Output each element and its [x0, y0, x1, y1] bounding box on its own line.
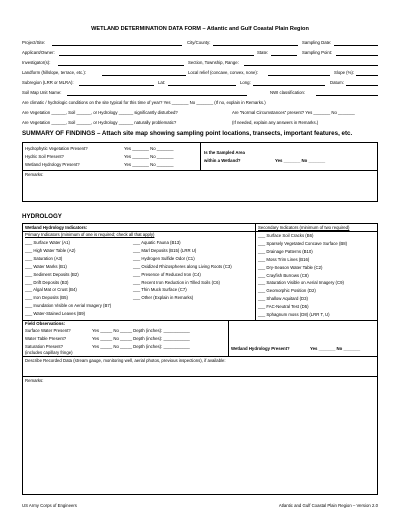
disturbed-question: Are Vegetation ______, Soil ______, or Hydrology ______ significantly disturbed?: [22, 110, 178, 115]
secondary-item[interactable]: ___ FAC-Neutral Test (D5): [258, 304, 309, 310]
primary-right-item[interactable]: ___ Hydrogen Sulfide Odor (C1): [133, 255, 195, 261]
state-label: State:: [257, 50, 269, 55]
hydrology-remarks-label: Remarks:: [25, 378, 44, 383]
applicant-owner-field[interactable]: [59, 55, 254, 56]
applicant-owner-label: Applicant/Owner:: [22, 50, 55, 55]
secondary-item[interactable]: ___ Sparsely Vegetated Concave Surface (B8): [258, 240, 348, 246]
describe-recorded-data: Describe Recorded Data (stream gauge, monitoring well, aerial photos, previous inspections), if available:: [25, 358, 226, 363]
section-township-range-label: Section, Township, Range:: [188, 60, 239, 65]
sampling-point-field[interactable]: [336, 55, 378, 56]
remarks-rule: [22, 376, 378, 377]
primary-left-item[interactable]: ___ Saturation (A3): [25, 255, 63, 261]
secondary-item[interactable]: ___ Shallow Aquitard (D3): [258, 296, 308, 302]
surface-water-yn[interactable]: Yes _____ No _____ Depth (inches): ___________: [92, 328, 190, 333]
primary-left-item[interactable]: ___ Algal Mat or Crust (B4): [25, 287, 77, 293]
secondary-item[interactable]: ___ Drainage Patterns (B10): [258, 248, 313, 254]
primary-right-item[interactable]: ___ Thin Muck Surface (C7): [133, 287, 187, 293]
section-township-range-field[interactable]: [244, 65, 378, 66]
local-relief-label: Local relief (concave, convex, none):: [188, 70, 258, 75]
city-county-field[interactable]: [213, 45, 298, 46]
secondary-item[interactable]: ___ Saturation Visible on Aerial Imagery (C9): [258, 280, 344, 286]
sampled-area-label: Is the Sampled Area: [204, 150, 245, 155]
wetland-hydrology-present-label: Wetland Hydrology Present?: [231, 346, 290, 351]
primary-right-item[interactable]: ___ Presence of Reduced Iron (C4): [133, 271, 201, 277]
secondary-item[interactable]: ___ Surface Soil Cracks (B6): [258, 233, 314, 238]
hydrophytic-veg-yn[interactable]: Yes _______ No _______: [124, 146, 174, 151]
primary-left-item[interactable]: ___ Water-Stained Leaves (B9): [25, 311, 86, 317]
primary-indicators-title: Primary Indicators (minimum of one is required; check all that apply): [25, 232, 155, 237]
state-field[interactable]: [271, 55, 297, 56]
subregion-label: Subregion (LRR or MLRA):: [22, 80, 74, 85]
primary-right-item[interactable]: ___ Aquatic Fauna (B13): [133, 240, 181, 245]
local-relief-field[interactable]: [268, 75, 330, 76]
soil-map-unit-field[interactable]: [67, 95, 247, 96]
lat-label: Lat:: [158, 80, 166, 85]
water-table-yn[interactable]: Yes _____ No _____ Depth (inches): ___________: [92, 336, 190, 341]
footer-left: US Army Corps of Engineers: [22, 503, 77, 508]
secondary-item[interactable]: ___ Geomorphic Position (D2): [258, 288, 316, 294]
summary-divider: [200, 142, 201, 170]
sampling-point-label: Sampling Point:: [302, 50, 333, 55]
nwi-label: NWI classification:: [270, 90, 306, 95]
page-title: WETLAND DETERMINATION DATA FORM – Atlantic and Gulf Coastal Plain Region: [91, 26, 309, 32]
saturation-yn[interactable]: Yes _____ No _____ Depth (inches): ___________: [92, 344, 190, 349]
summary-heading: SUMMARY OF FINDINGS – Attach site map showing sampling point locations, transects, important features, etc.: [22, 130, 353, 137]
describe-rule: [22, 356, 378, 357]
project-site-label: Project/Site:: [22, 40, 46, 45]
summary-rule: [22, 170, 378, 171]
long-label: Long:: [240, 80, 251, 85]
surface-water-label: Surface Water Present?: [25, 328, 71, 333]
landform-label: Landform (hillslope, terrace, etc.):: [22, 70, 87, 75]
lat-field[interactable]: [168, 85, 236, 86]
primary-left-item[interactable]: ___ High Water Table (A2): [25, 247, 76, 253]
long-field[interactable]: [253, 85, 325, 86]
primary-left-item[interactable]: ___ Iron Deposits (B5): [25, 295, 68, 301]
hydrophytic-veg-label: Hydrophytic Vegetation Present?: [25, 146, 88, 151]
primary-left-item[interactable]: ___ Sediment Deposits (B2): [25, 271, 79, 277]
indicators-rule: [22, 231, 378, 232]
footer-right: Atlantic and Gulf Coastal Plain Region – Version 2.0: [278, 503, 378, 508]
project-site-field[interactable]: [52, 45, 182, 46]
city-county-label: City/County:: [187, 40, 211, 45]
investigators-field[interactable]: [58, 65, 184, 66]
primary-right-item[interactable]: ___ Marl Deposits (B15) (LRR U): [133, 247, 197, 253]
datum-field[interactable]: [346, 85, 378, 86]
hydrology-heading: HYDROLOGY: [22, 213, 62, 220]
primary-left-item[interactable]: ___ Surface Water (A1): [25, 240, 70, 245]
water-table-label: Water Table Present?: [25, 336, 67, 341]
primary-right-item[interactable]: ___ Oxidized Rhizospheres along Living Roots (C3): [133, 263, 232, 269]
saturation-label: Saturation Present?: [25, 344, 63, 349]
within-wetland-label: within a Wetland?: [204, 158, 241, 163]
nwi-field[interactable]: [316, 95, 378, 96]
field-obs-divider: [228, 320, 229, 356]
primary-right-item[interactable]: ___ Other (Explain in Remarks): [133, 295, 194, 301]
problematic-question: Are Vegetation ______, Soil ______, or Hydrology ______ naturally problematic?: [22, 120, 177, 125]
sampling-date-label: Sampling Date:: [302, 40, 332, 45]
indicators-title: Wetland Hydrology Indicators:: [25, 225, 88, 230]
secondary-item[interactable]: ___ Moss Trim Lines (B16): [258, 256, 310, 262]
explain-note: (If needed, explain any answers in Remarks.): [232, 120, 319, 125]
climatic-question: Are climatic / hydrologic conditions on the site typical for this time of year? Yes _______ No _______ (If no, explain in Remarks.): [22, 100, 266, 105]
datum-label: Datum:: [330, 80, 344, 85]
slope-label: Slope (%):: [334, 70, 355, 75]
wetland-hydrology-present-yn[interactable]: Yes _______ No _______: [310, 346, 361, 351]
primary-left-item[interactable]: ___ Water Marks (B1): [25, 263, 67, 269]
within-wetland-yn[interactable]: Yes _______ No _______: [275, 158, 326, 163]
normal-circumstances-question: Are “Normal Circumstances” present? Yes _______ No _______: [232, 110, 355, 115]
primary-left-item[interactable]: ___ Drift Deposits (B3): [25, 279, 69, 285]
field-observations-title: Field Observations:: [25, 321, 66, 326]
summary-remarks-label: Remarks:: [25, 172, 44, 177]
wetland-hydrology-yn[interactable]: Yes _______ No _______: [124, 162, 174, 167]
sampling-date-field[interactable]: [334, 45, 378, 46]
secondary-item[interactable]: ___ Sphagnum moss (D8) (LRR T, U): [258, 312, 330, 317]
subregion-field[interactable]: [79, 85, 154, 86]
slope-field[interactable]: [356, 75, 378, 76]
capillary-note: (includes capillary fringe): [25, 350, 73, 355]
landform-field[interactable]: [102, 75, 186, 76]
field-obs-rule: [22, 320, 378, 321]
primary-right-item[interactable]: ___ Recent Iron Reduction in Tilled Soils (C6): [133, 279, 220, 285]
wetland-hydrology-label: Wetland Hydrology Present?: [25, 162, 80, 167]
secondary-indicators-title: Secondary Indicators (minimum of two required): [258, 225, 350, 230]
indicators-divider: [255, 223, 256, 320]
investigators-label: Investigator(s):: [22, 60, 51, 65]
primary-left-item[interactable]: ___ Inundation Visible on Aerial Imagery (B7): [25, 303, 112, 309]
hydric-soil-label: Hydric Soil Present?: [25, 154, 64, 159]
hydric-soil-yn[interactable]: Yes _______ No _______: [124, 154, 174, 159]
secondary-item[interactable]: ___ Crayfish Burrows (C8): [258, 272, 309, 278]
secondary-item[interactable]: ___ Dry-Season Water Table (C2): [258, 264, 323, 270]
soil-map-unit-label: Soil Map Unit Name:: [22, 90, 62, 95]
